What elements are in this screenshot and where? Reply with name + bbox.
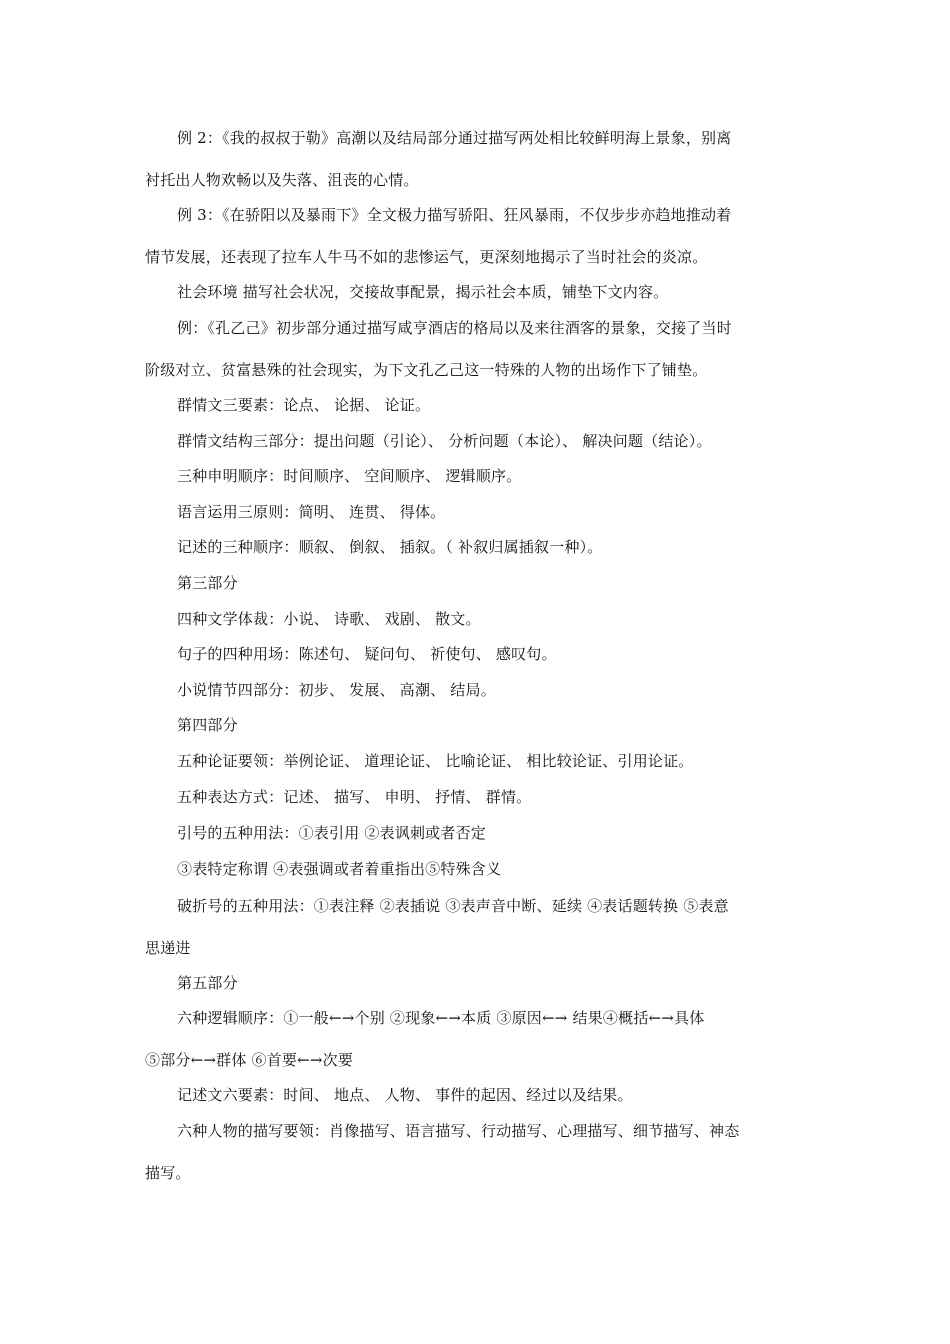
paragraph-line: ⑤部分←→群体 ⑥首要←→次要 xyxy=(145,1051,354,1069)
paragraph-line: 例 2：《我的叔叔于勒》高潮以及结局部分通过描写两处相比较鲜明海上景象，别离 xyxy=(177,129,732,147)
paragraph-line: 记述文六要素：时间、 地点、 人物、 事件的起因、经过以及结果。 xyxy=(177,1086,633,1104)
paragraph-line: 语言运用三原则：简明、 连贯、 得体。 xyxy=(177,503,446,521)
section-heading: 第五部分 xyxy=(177,974,238,992)
paragraph-line: 五种论证要领：举例论证、 道理论证、 比喻论证、 相比较论证、引用论证。 xyxy=(177,752,694,770)
paragraph-line: 描写。 xyxy=(145,1164,191,1182)
paragraph-line: 小说情节四部分：初步、 发展、 高潮、 结局。 xyxy=(177,681,496,699)
paragraph-line: 六种人物的描写要领：肖像描写、语言描写、行动描写、心理描写、细节描写、神态 xyxy=(177,1122,740,1140)
paragraph-line: 社会环境 描写社会状况，交接故事配景，揭示社会本质，铺垫下文内容。 xyxy=(177,283,669,301)
paragraph-line: 例：《孔乙己》初步部分通过描写咸亨酒店的格局以及来往酒客的景象，交接了当时 xyxy=(177,319,732,337)
paragraph-line: 破折号的五种用法：①表注释 ②表插说 ③表声音中断、延续 ④表话题转换 ⑤表意 xyxy=(177,897,729,915)
section-heading: 第四部分 xyxy=(177,716,238,734)
paragraph-line: 五种表达方式：记述、 描写、 申明、 抒情、 群情。 xyxy=(177,788,532,806)
paragraph-line: 例 3：《在骄阳以及暴雨下》全文极力描写骄阳、狂风暴雨，不仅步步亦趋地推动着 xyxy=(177,206,732,224)
paragraph-line: 群情文结构三部分：提出问题（引论）、 分析问题（本论）、 解决问题（结论）。 xyxy=(177,432,712,450)
paragraph-line: 思递进 xyxy=(145,939,191,957)
paragraph-line: 六种逻辑顺序：①一般←→个别 ②现象←→本质 ③原因←→ 结果④概括←→具体 xyxy=(177,1009,705,1027)
paragraph-line: 三种申明顺序：时间顺序、 空间顺序、 逻辑顺序。 xyxy=(177,467,522,485)
paragraph-line: 衬托出人物欢畅以及失落、沮丧的心情。 xyxy=(145,171,419,189)
section-heading: 第三部分 xyxy=(177,574,238,592)
paragraph-line: 群情文三要素：论点、 论据、 论证。 xyxy=(177,396,431,414)
paragraph-line: 句子的四种用场：陈述句、 疑问句、 祈使句、 感叹句。 xyxy=(177,645,557,663)
paragraph-line: ③表特定称谓 ④表强调或者着重指出⑤特殊含义 xyxy=(177,860,502,878)
paragraph-line: 引号的五种用法：①表引用 ②表讽刺或者否定 xyxy=(177,824,486,842)
paragraph-line: 记述的三种顺序：顺叙、 倒叙、 插叙。（ 补叙归属插叙一种）。 xyxy=(177,538,603,556)
paragraph-line: 阶级对立、贫富悬殊的社会现实，为下文孔乙己这一特殊的人物的出场作下了铺垫。 xyxy=(145,361,708,379)
paragraph-line: 情节发展，还表现了拉车人牛马不如的悲惨运气，更深刻地揭示了当时社会的炎凉。 xyxy=(145,248,708,266)
paragraph-line: 四种文学体裁：小说、 诗歌、 戏剧、 散文。 xyxy=(177,610,481,628)
